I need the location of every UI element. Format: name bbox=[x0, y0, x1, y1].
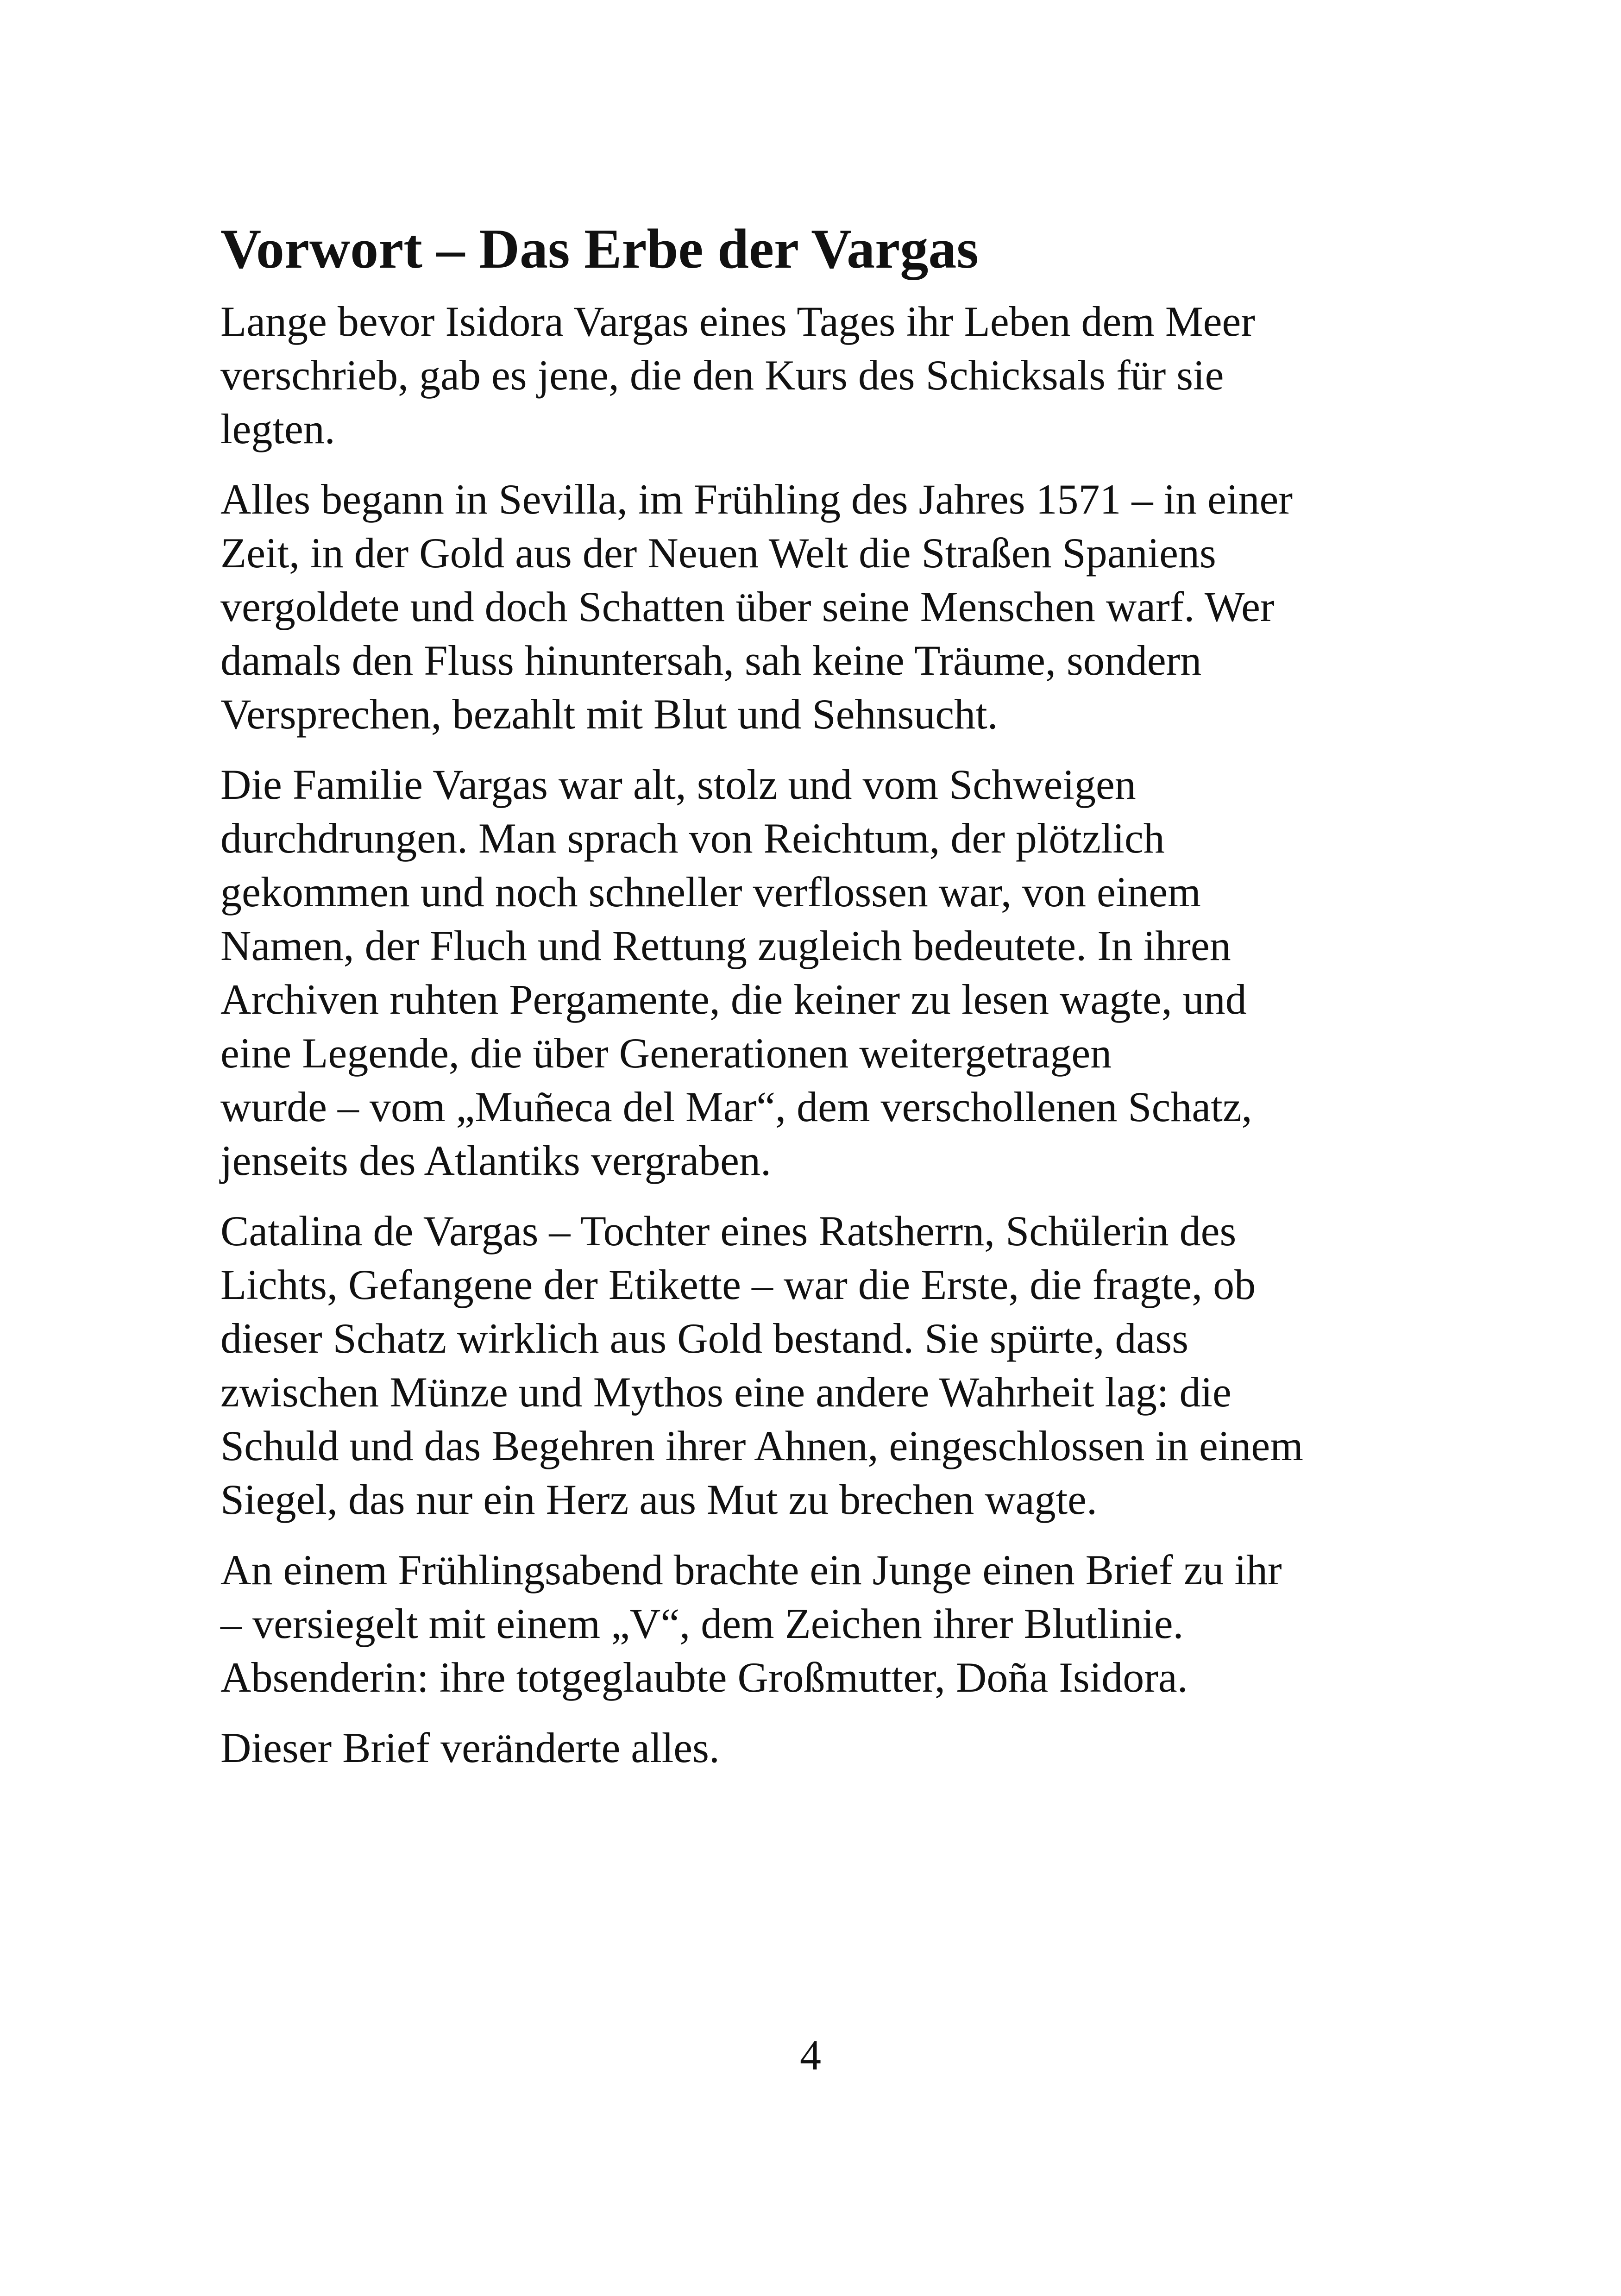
text-line: eine Legende, die über Generationen weitergetragen bbox=[220, 1029, 1112, 1077]
text-line: wurde – vom „Muñeca del Mar“, dem verschollenen Schatz, bbox=[220, 1083, 1252, 1130]
text-line: dieser Schatz wirklich aus Gold bestand. Sie spürte, dass bbox=[220, 1315, 1188, 1362]
text-line: verschrieb, gab es jene, die den Kurs des Schicksals für sie bbox=[220, 351, 1224, 399]
text-line: Schuld und das Begehren ihrer Ahnen, eingeschlossen in einem bbox=[220, 1422, 1303, 1469]
text-line: damals den Fluss hinuntersah, sah keine Träume, sondern bbox=[220, 637, 1202, 684]
text-line: Versprechen, bezahlt mit Blut und Sehnsucht. bbox=[220, 690, 998, 738]
paragraph-6 bbox=[220, 1721, 1439, 1775]
text-line: Catalina de Vargas – Tochter eines Ratsherrn, Schülerin des bbox=[220, 1207, 1237, 1255]
text-line: Die Familie Vargas war alt, stolz und vom Schweigen bbox=[220, 761, 1136, 808]
text-line: Siegel, das nur ein Herz aus Mut zu brechen wagte. bbox=[220, 1476, 1098, 1523]
text-line: vergoldete und doch Schatten über seine Menschen warf. Wer bbox=[220, 583, 1275, 630]
text-line: Dieser Brief veränderte alles. bbox=[220, 1724, 720, 1771]
text-line: Zeit, in der Gold aus der Neuen Welt die Straßen Spaniens bbox=[220, 529, 1216, 577]
paragraph-2 bbox=[220, 472, 1439, 741]
paragraph-4 bbox=[220, 1204, 1439, 1526]
text-line: – versiegelt mit einem „V“, dem Zeichen ihrer Blutlinie. bbox=[220, 1600, 1184, 1647]
text-line: An einem Frühlingsabend brachte ein Junge einen Brief zu ihr bbox=[220, 1546, 1282, 1593]
paragraph-5 bbox=[220, 1543, 1439, 1704]
page-content bbox=[220, 212, 1439, 1791]
paragraph-3 bbox=[220, 758, 1439, 1187]
chapter-title: Vorwort – Das Erbe der Vargas bbox=[220, 218, 979, 280]
text-line: Absenderin: ihre totgeglaubte Großmutter, Doña Isidora. bbox=[220, 1654, 1188, 1701]
text-line: legten. bbox=[220, 405, 335, 452]
text-line: Namen, der Fluch und Rettung zugleich bedeutete. In ihren bbox=[220, 922, 1231, 969]
paragraph-1 bbox=[220, 295, 1439, 456]
text-line: Lange bevor Isidora Vargas eines Tages ihr Leben dem Meer bbox=[220, 298, 1256, 345]
text-line: zwischen Münze und Mythos eine andere Wahrheit lag: die bbox=[220, 1368, 1231, 1416]
text-line: Archiven ruhten Pergamente, die keiner zu lesen wagte, und bbox=[220, 976, 1247, 1023]
text-line: gekommen und noch schneller verflossen war, von einem bbox=[220, 868, 1201, 916]
text-line: Lichts, Gefangene der Etikette – war die Erste, die fragte, ob bbox=[220, 1261, 1256, 1308]
text-line: Alles begann in Sevilla, im Frühling des Jahres 1571 – in einer bbox=[220, 476, 1293, 523]
page-number: 4 bbox=[800, 2032, 821, 2079]
text-line: jenseits des Atlantiks vergraben. bbox=[220, 1137, 771, 1184]
text-line: durchdrungen. Man sprach von Reichtum, der plötzlich bbox=[220, 815, 1165, 862]
